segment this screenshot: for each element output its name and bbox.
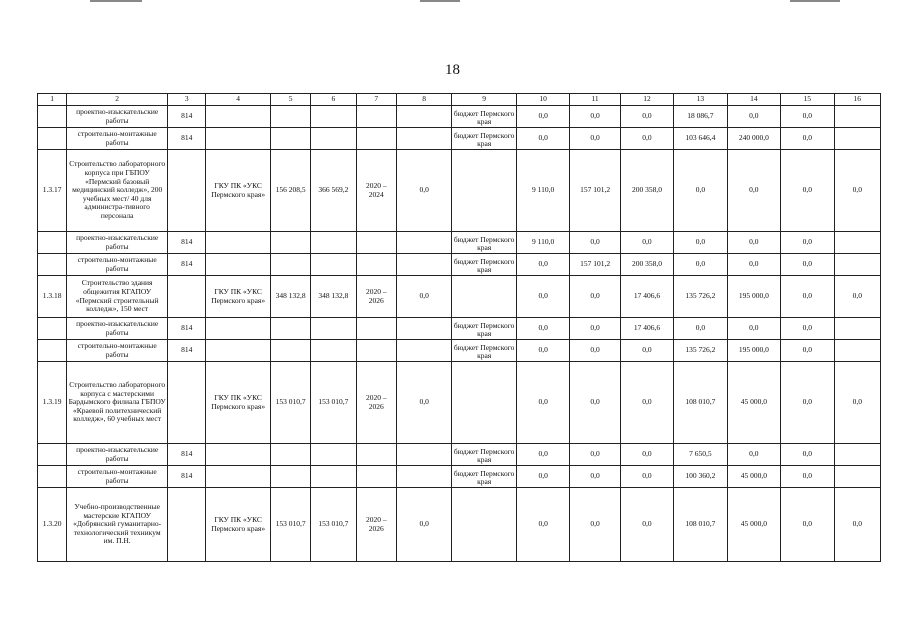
table-cell: 814 bbox=[168, 466, 206, 488]
table-cell bbox=[206, 466, 271, 488]
table-cell: 1.3.17 bbox=[38, 150, 67, 232]
table-cell bbox=[206, 444, 271, 466]
table-cell bbox=[356, 340, 396, 362]
table-cell: ГКУ ПК «УКС Пермского края» bbox=[206, 150, 271, 232]
table-cell: 0,0 bbox=[516, 340, 569, 362]
table-cell bbox=[396, 318, 451, 340]
table-cell: 814 bbox=[168, 232, 206, 254]
table-cell: 0,0 bbox=[781, 150, 834, 232]
table-cell: 9 110,0 bbox=[516, 150, 569, 232]
table-cell: 195 000,0 bbox=[727, 276, 780, 318]
table-cell: 18 086,7 bbox=[674, 106, 727, 128]
table-cell: бюджет Пермского края bbox=[452, 128, 517, 150]
table-cell bbox=[396, 106, 451, 128]
table-cell: 0,0 bbox=[781, 488, 834, 562]
project-row bbox=[38, 488, 881, 562]
table-cell: ГКУ ПК «УКС Пермского края» bbox=[206, 488, 271, 562]
table-cell: ГКУ ПК «УКС Пермского края» bbox=[206, 362, 271, 444]
table-cell: 0,0 bbox=[674, 150, 727, 232]
column-number-cell: 14 bbox=[727, 94, 780, 106]
table-cell bbox=[168, 276, 206, 318]
table-cell: строительно-монтажные работы bbox=[67, 466, 168, 488]
table-cell: 153 010,7 bbox=[270, 362, 310, 444]
table-cell: ГКУ ПК «УКС Пермского края» bbox=[206, 276, 271, 318]
table-cell: 0,0 bbox=[834, 362, 880, 444]
table-cell bbox=[396, 340, 451, 362]
table-cell bbox=[206, 232, 271, 254]
table-cell bbox=[168, 362, 206, 444]
column-number-cell: 12 bbox=[620, 94, 673, 106]
table-cell: проектно-изыскательские работы bbox=[67, 106, 168, 128]
subitem-row bbox=[38, 444, 881, 466]
table-cell: 0,0 bbox=[620, 128, 673, 150]
table-cell: 0,0 bbox=[570, 466, 620, 488]
table-cell: 0,0 bbox=[570, 488, 620, 562]
table-cell bbox=[396, 444, 451, 466]
table-cell bbox=[168, 488, 206, 562]
table-cell bbox=[356, 128, 396, 150]
column-number-cell: 10 bbox=[516, 94, 569, 106]
column-number-cell: 13 bbox=[674, 94, 727, 106]
table-cell: 0,0 bbox=[781, 444, 834, 466]
table-cell: 0,0 bbox=[674, 232, 727, 254]
table-cell: 0,0 bbox=[781, 340, 834, 362]
table-cell: бюджет Пермского края bbox=[452, 254, 517, 276]
table-cell: 0,0 bbox=[396, 150, 451, 232]
column-number-cell: 6 bbox=[311, 94, 356, 106]
table-cell bbox=[834, 340, 880, 362]
table-cell: Строительство лабораторного корпуса при ГБПОУ «Пермский базовый медицинский колледж», 200 учебных мест/ 40 для администра-тивного персонала bbox=[67, 150, 168, 232]
table-cell: 157 101,2 bbox=[570, 150, 620, 232]
table-cell: 0,0 bbox=[516, 254, 569, 276]
table-cell: 200 358,0 bbox=[620, 254, 673, 276]
table-cell: 0,0 bbox=[727, 318, 780, 340]
table-cell: 348 132,8 bbox=[311, 276, 356, 318]
table-cell: 0,0 bbox=[396, 276, 451, 318]
table-cell: 0,0 bbox=[516, 106, 569, 128]
table-body bbox=[38, 94, 881, 562]
table-cell bbox=[356, 444, 396, 466]
table-cell bbox=[38, 340, 67, 362]
subitem-row bbox=[38, 128, 881, 150]
table-cell: Строительство здания общежития КГАПОУ «Пермский строительный колледж», 150 мест bbox=[67, 276, 168, 318]
table-cell: 0,0 bbox=[834, 488, 880, 562]
table-cell: 100 360,2 bbox=[674, 466, 727, 488]
project-row bbox=[38, 362, 881, 444]
table-cell bbox=[834, 318, 880, 340]
table-cell: 153 010,7 bbox=[311, 362, 356, 444]
table-cell: 0,0 bbox=[834, 276, 880, 318]
table-cell bbox=[834, 444, 880, 466]
project-row bbox=[38, 276, 881, 318]
table-cell: 156 208,5 bbox=[270, 150, 310, 232]
table-cell: 45 000,0 bbox=[727, 488, 780, 562]
subitem-row bbox=[38, 232, 881, 254]
table-cell: 0,0 bbox=[781, 106, 834, 128]
column-number-cell: 1 bbox=[38, 94, 67, 106]
table-cell: 108 010,7 bbox=[674, 488, 727, 562]
subitem-row bbox=[38, 318, 881, 340]
column-number-cell: 7 bbox=[356, 94, 396, 106]
column-number-cell: 16 bbox=[834, 94, 880, 106]
table-cell: проектно-изыскательские работы bbox=[67, 444, 168, 466]
table-cell bbox=[396, 128, 451, 150]
table-cell: 135 726,2 bbox=[674, 276, 727, 318]
table-cell: 0,0 bbox=[570, 444, 620, 466]
table-cell bbox=[270, 340, 310, 362]
table-cell: 45 000,0 bbox=[727, 362, 780, 444]
table-cell bbox=[356, 106, 396, 128]
table-cell: 2020 – 2026 bbox=[356, 488, 396, 562]
table-cell bbox=[311, 318, 356, 340]
table-cell: проектно-изыскательские работы bbox=[67, 318, 168, 340]
table-cell: 0,0 bbox=[620, 362, 673, 444]
table-cell bbox=[206, 254, 271, 276]
table-cell: 0,0 bbox=[516, 466, 569, 488]
budget-table bbox=[37, 93, 881, 562]
table-cell: 195 000,0 bbox=[727, 340, 780, 362]
table-cell: 0,0 bbox=[516, 362, 569, 444]
table-cell bbox=[38, 466, 67, 488]
table-cell: бюджет Пермского края bbox=[452, 106, 517, 128]
table-cell: 0,0 bbox=[727, 232, 780, 254]
table-cell: 0,0 bbox=[781, 318, 834, 340]
table-cell: 814 bbox=[168, 128, 206, 150]
scan-edge-mark bbox=[790, 0, 840, 2]
table-cell bbox=[270, 318, 310, 340]
table-cell: 814 bbox=[168, 318, 206, 340]
table-cell: 0,0 bbox=[620, 488, 673, 562]
column-number-cell: 4 bbox=[206, 94, 271, 106]
table-cell: 17 406,6 bbox=[620, 318, 673, 340]
subitem-row bbox=[38, 340, 881, 362]
column-number-cell: 5 bbox=[270, 94, 310, 106]
table-cell bbox=[38, 444, 67, 466]
table-cell: 0,0 bbox=[570, 276, 620, 318]
table-cell: 9 110,0 bbox=[516, 232, 569, 254]
subitem-row bbox=[38, 466, 881, 488]
table-cell: Строительство лабораторного корпуса с мастерскими Бардымского филиала ГБПОУ «Краевой политехнический колледж», 60 учебных мест bbox=[67, 362, 168, 444]
table-cell bbox=[38, 232, 67, 254]
table-cell: 814 bbox=[168, 444, 206, 466]
table-cell: 0,0 bbox=[516, 276, 569, 318]
table-cell bbox=[834, 466, 880, 488]
table-cell: строительно-монтажные работы bbox=[67, 340, 168, 362]
table-cell: 0,0 bbox=[570, 232, 620, 254]
table-cell bbox=[270, 254, 310, 276]
table-cell: 366 569,2 bbox=[311, 150, 356, 232]
table-cell: строительно-монтажные работы bbox=[67, 254, 168, 276]
table-cell: 0,0 bbox=[727, 254, 780, 276]
column-number-cell: 9 bbox=[452, 94, 517, 106]
table-cell: 108 010,7 bbox=[674, 362, 727, 444]
table-cell bbox=[311, 254, 356, 276]
subitem-row bbox=[38, 106, 881, 128]
scan-edge-mark bbox=[90, 0, 142, 2]
table-cell bbox=[396, 232, 451, 254]
table-cell: 0,0 bbox=[620, 466, 673, 488]
column-number-cell: 2 bbox=[67, 94, 168, 106]
column-number-cell: 11 bbox=[570, 94, 620, 106]
table-cell: 0,0 bbox=[620, 232, 673, 254]
table-cell bbox=[834, 128, 880, 150]
table-cell bbox=[356, 318, 396, 340]
table-cell: 0,0 bbox=[620, 106, 673, 128]
table-cell: 0,0 bbox=[516, 444, 569, 466]
table-cell: 0,0 bbox=[727, 444, 780, 466]
table-cell bbox=[356, 232, 396, 254]
table-cell bbox=[270, 106, 310, 128]
table-cell: 0,0 bbox=[570, 318, 620, 340]
table-cell: 240 000,0 bbox=[727, 128, 780, 150]
table-cell: 45 000,0 bbox=[727, 466, 780, 488]
table-cell: 200 358,0 bbox=[620, 150, 673, 232]
table-cell: 814 bbox=[168, 254, 206, 276]
table-cell: 0,0 bbox=[727, 150, 780, 232]
table-cell: 0,0 bbox=[727, 106, 780, 128]
table-cell: 0,0 bbox=[620, 444, 673, 466]
table-cell: 0,0 bbox=[781, 232, 834, 254]
table-cell bbox=[356, 466, 396, 488]
table-cell: 0,0 bbox=[396, 362, 451, 444]
table-cell: 2020 – 2024 bbox=[356, 150, 396, 232]
table-cell: 0,0 bbox=[396, 488, 451, 562]
table-cell: 0,0 bbox=[781, 466, 834, 488]
table-cell bbox=[311, 340, 356, 362]
table-cell: 0,0 bbox=[570, 106, 620, 128]
table-cell bbox=[270, 444, 310, 466]
table-cell: 153 010,7 bbox=[270, 488, 310, 562]
table-cell bbox=[452, 488, 517, 562]
table-cell bbox=[834, 106, 880, 128]
table-cell: 2020 – 2026 bbox=[356, 276, 396, 318]
table-cell bbox=[206, 340, 271, 362]
table-cell bbox=[356, 254, 396, 276]
table-cell bbox=[834, 232, 880, 254]
table-cell bbox=[270, 128, 310, 150]
table-cell bbox=[834, 254, 880, 276]
table-cell bbox=[38, 106, 67, 128]
column-number-cell: 3 bbox=[168, 94, 206, 106]
table-cell bbox=[168, 150, 206, 232]
table-cell: бюджет Пермского края bbox=[452, 340, 517, 362]
table-cell: 0,0 bbox=[516, 488, 569, 562]
table-cell: 0,0 bbox=[570, 340, 620, 362]
table-cell: бюджет Пермского края bbox=[452, 466, 517, 488]
table-cell bbox=[311, 128, 356, 150]
table-cell bbox=[270, 466, 310, 488]
table-cell bbox=[270, 232, 310, 254]
table-cell: 1.3.20 bbox=[38, 488, 67, 562]
table-cell: 1.3.19 bbox=[38, 362, 67, 444]
table-cell: проектно-изыскательские работы bbox=[67, 232, 168, 254]
table-cell bbox=[206, 318, 271, 340]
page-number: 18 bbox=[445, 62, 460, 78]
table-cell: 2020 – 2026 bbox=[356, 362, 396, 444]
table-cell bbox=[206, 128, 271, 150]
table-cell: 0,0 bbox=[781, 362, 834, 444]
table-cell bbox=[396, 466, 451, 488]
table-cell: 103 646,4 bbox=[674, 128, 727, 150]
table-cell: 814 bbox=[168, 106, 206, 128]
table-cell: строительно-монтажные работы bbox=[67, 128, 168, 150]
table-cell: 7 650,5 bbox=[674, 444, 727, 466]
table-cell: 0,0 bbox=[516, 128, 569, 150]
table-cell: 0,0 bbox=[674, 318, 727, 340]
table-cell bbox=[396, 254, 451, 276]
table-cell: 153 010,7 bbox=[311, 488, 356, 562]
table-cell bbox=[38, 254, 67, 276]
table-cell: 1.3.18 bbox=[38, 276, 67, 318]
table-cell: бюджет Пермского края bbox=[452, 318, 517, 340]
table-cell: 0,0 bbox=[781, 276, 834, 318]
table-cell bbox=[206, 106, 271, 128]
table-cell bbox=[311, 444, 356, 466]
table-cell: 0,0 bbox=[834, 150, 880, 232]
table-cell: 0,0 bbox=[570, 128, 620, 150]
table-cell: 0,0 bbox=[781, 128, 834, 150]
table-cell: Учебно-производственные мастерские КГАПОУ «Добрянский гуманитарно-технологический техникум им. П.Н. bbox=[67, 488, 168, 562]
table-cell bbox=[311, 106, 356, 128]
table-cell: 0,0 bbox=[620, 340, 673, 362]
table-cell: 17 406,6 bbox=[620, 276, 673, 318]
table-cell: 0,0 bbox=[570, 362, 620, 444]
subitem-row bbox=[38, 254, 881, 276]
table-cell bbox=[38, 128, 67, 150]
table-cell bbox=[311, 466, 356, 488]
column-number-cell: 15 bbox=[781, 94, 834, 106]
table-header-row bbox=[38, 94, 881, 106]
table-cell bbox=[452, 362, 517, 444]
table-cell bbox=[38, 318, 67, 340]
table-cell bbox=[452, 276, 517, 318]
table-cell: бюджет Пермского края bbox=[452, 232, 517, 254]
table-cell: 157 101,2 bbox=[570, 254, 620, 276]
table-cell: 348 132,8 bbox=[270, 276, 310, 318]
table-cell: 0,0 bbox=[674, 254, 727, 276]
table-cell: 135 726,2 bbox=[674, 340, 727, 362]
table-cell: 0,0 bbox=[781, 254, 834, 276]
project-row bbox=[38, 150, 881, 232]
table-cell: бюджет Пермского края bbox=[452, 444, 517, 466]
table-cell bbox=[311, 232, 356, 254]
table-cell: 814 bbox=[168, 340, 206, 362]
table-cell bbox=[452, 150, 517, 232]
table-cell: 0,0 bbox=[516, 318, 569, 340]
scan-edge-mark bbox=[420, 0, 460, 2]
column-number-cell: 8 bbox=[396, 94, 451, 106]
